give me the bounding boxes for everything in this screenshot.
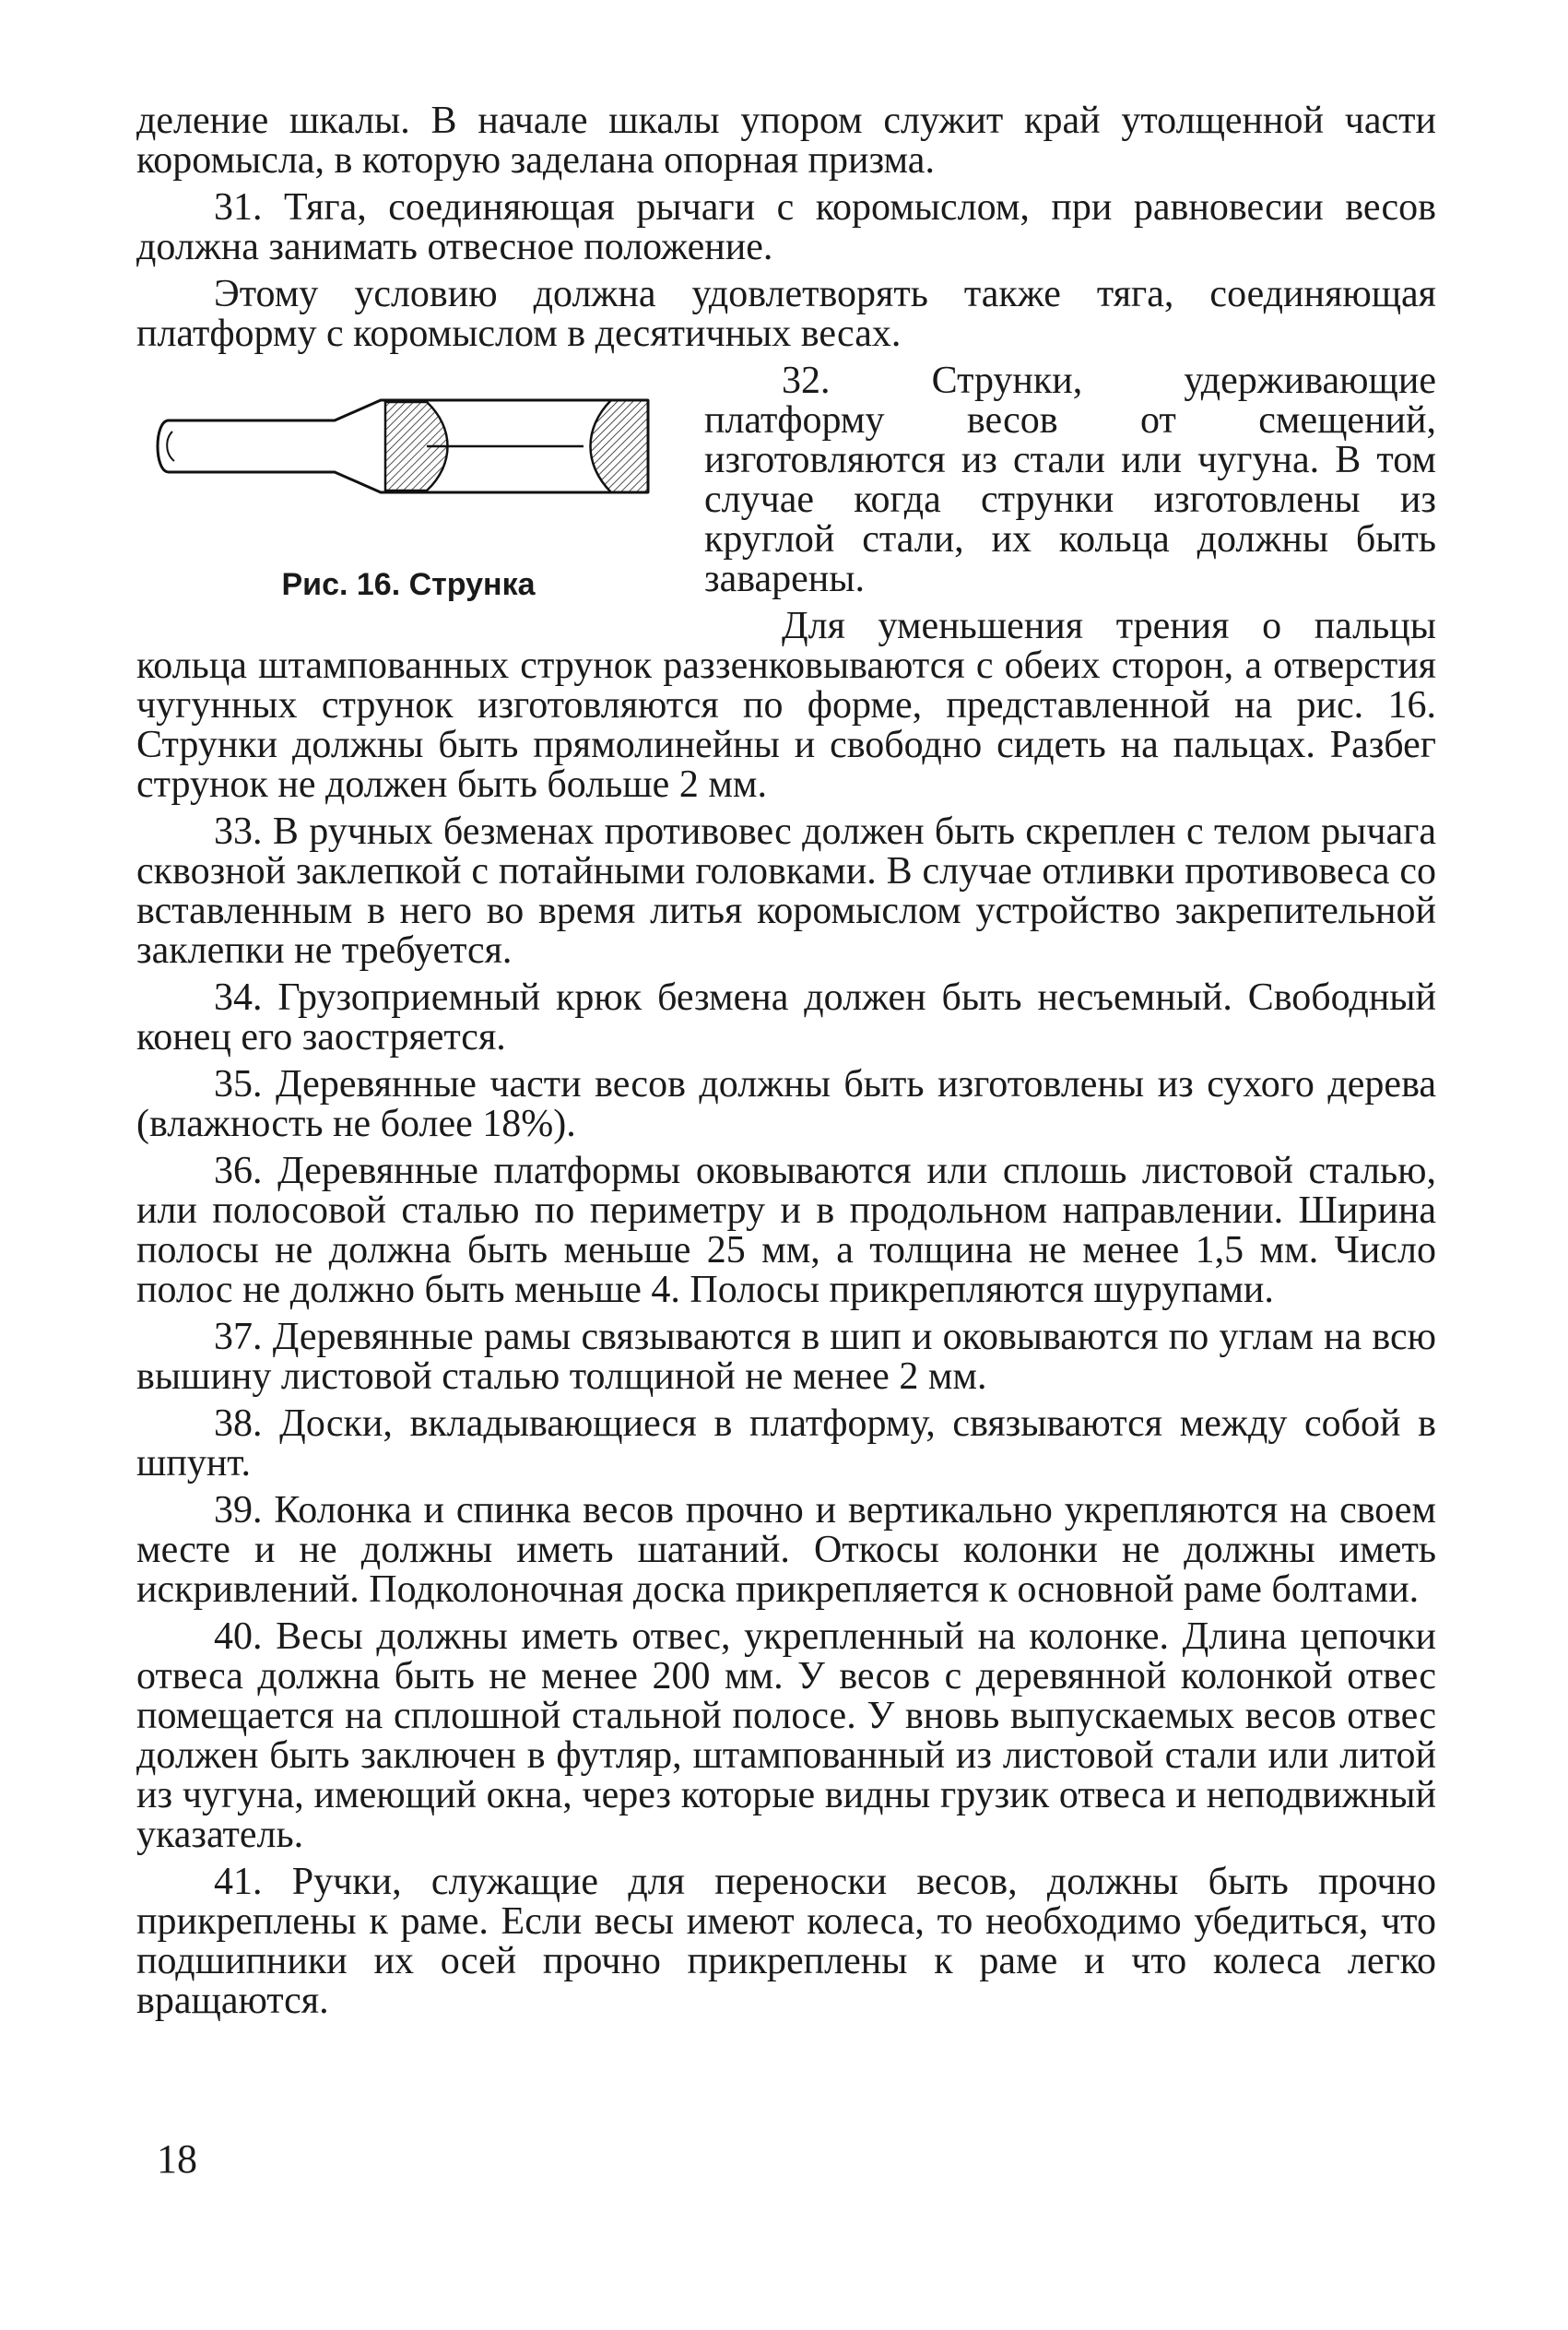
paragraph-31: 31. Тяга, соединяющая рычаги с коромыслом, при равновесии весов должна занимать отвесное положение. bbox=[136, 186, 1436, 268]
paragraph-38: 38. Доски, вкладывающиеся в платформу, связываются между собой в шпунт. bbox=[136, 1402, 1436, 1484]
page-body bbox=[136, 101, 1436, 2028]
paragraph-33: 33. В ручных безменах противовес должен быть скреплен с телом рычага сквозной заклепкой с потайными головками. В случае отливки противовеса со вставленным в него во время литья коромыслом устройство закрепительной заклепки не требуется. bbox=[136, 810, 1436, 972]
paragraph-40: 40. Весы должны иметь отвес, укрепленный на колонке. Длина цепочки отвеса должна быть не менее 200 мм. У весов с деревянной колонкой отвес помещается на сплошной стальной полосе. У вновь выпускаемых весов отвес должен быть заключен в футляр, штампованный из листовой стали или литой из чугуна, имеющий окна, через которые видны грузик отвеса и неподвижный указатель. bbox=[136, 1615, 1436, 1856]
paragraph-36: 36. Деревянные платформы оковываются или сплошь листовой сталью, или полосовой сталью по периметру и в продольном направлении. Ширина полосы не должна быть меньше 25 мм, а толщина не менее 1,5 мм. Число полос не должно быть меньше 4. Полосы прикрепляются шурупами. bbox=[136, 1150, 1436, 1311]
figure-16 bbox=[136, 367, 680, 603]
paragraph-35: 35. Деревянные части весов должны быть изготовлены из сухого дерева (влажность не более 18%). bbox=[136, 1063, 1436, 1145]
paragraph-37: 37. Деревянные рамы связываются в шип и оковываются по углам на всю вышину листовой сталью толщиной не менее 2 мм. bbox=[136, 1316, 1436, 1398]
paragraph-34: 34. Грузоприемный крюк безмена должен быть несъемный. Свободный конец его заостряется. bbox=[136, 976, 1436, 1059]
strunka-drawing-icon bbox=[150, 391, 666, 502]
paragraph-39: 39. Колонка и спинка весов прочно и вертикально укрепляются на своем месте и не должны иметь шатаний. Откосы колонки не должны иметь искривлений. Подколоночная доска прикрепляется к основной раме болтами. bbox=[136, 1489, 1436, 1611]
paragraph-32: 32. Струнки, удерживающие платформу весов от смещений, изготовляются из стали или чугуна. В том случае когда струнки изготовлены из круглой стали, их кольца должны быть заварены. bbox=[704, 360, 1436, 600]
paragraph-31-continued: Этому условию должна удовлетворять также тяга, соединяющая платформу с коромыслом в десятичных весах. bbox=[136, 273, 1436, 355]
paragraph-intro: деление шкалы. В начале шкалы упором служит край утолщенной части коромысла, в которую заделана опорная призма. bbox=[136, 100, 1436, 182]
page-number: 18 bbox=[157, 2136, 197, 2182]
paragraph-41: 41. Ручки, служащие для переноски весов, должны быть прочно прикреплены к раме. Если весы имеют колеса, то необходимо убедиться, что подшипники их осей прочно прикреплены к раме и что колеса легко вращаются. bbox=[136, 1861, 1436, 2022]
figure-caption: Рис. 16. Струнка bbox=[281, 567, 536, 602]
paragraph-32-continued: Для уменьшения трения о пальцы кольца штампованных струнок раззенковываются с обеих сторон, а отверстия чугунных струнок изготовляются по форме, представленной на рис. 16. Струнки должны быть прямолинейны и свободно сидеть на пальцах. Разбег струнок не должен быть больше 2 мм. bbox=[136, 605, 1436, 806]
